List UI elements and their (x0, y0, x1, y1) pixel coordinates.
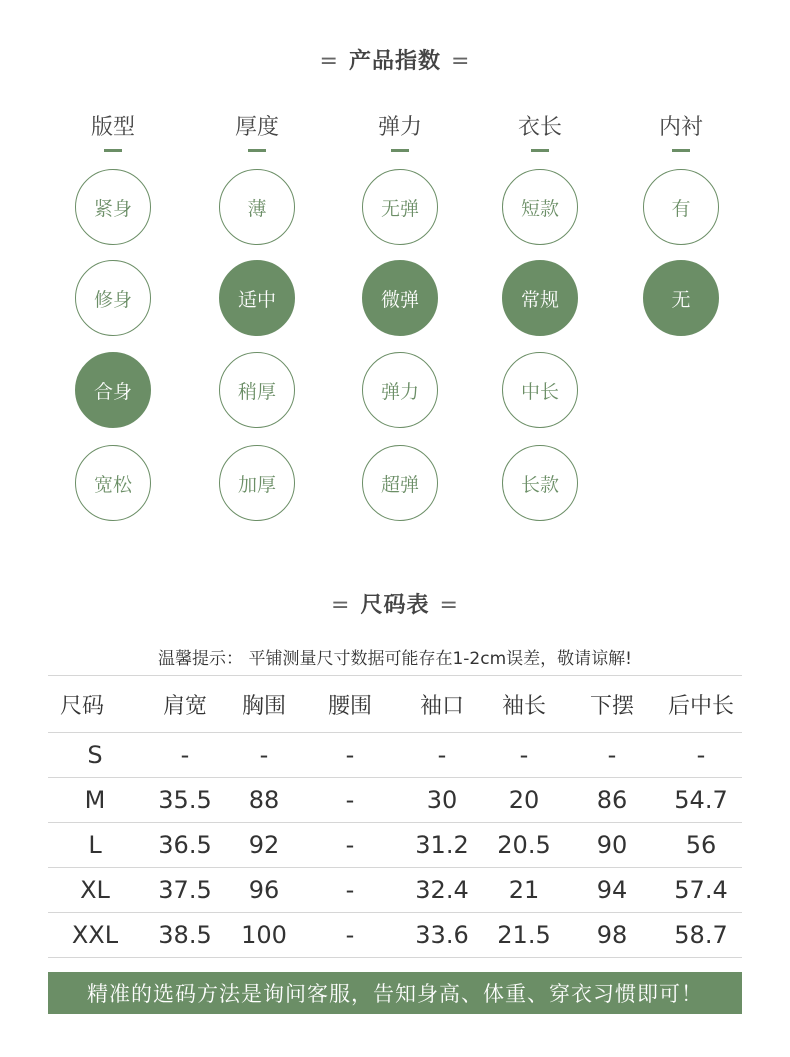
measurement-cell: - (300, 913, 400, 958)
size-table-column-header: 尺码 (48, 676, 142, 733)
size-label-cell: M (48, 778, 142, 823)
measurement-cell: 58.7 (660, 913, 742, 958)
measurement-cell: 98 (564, 913, 660, 958)
index-column-label: 厚度 (234, 115, 279, 140)
size-table-column-header: 袖长 (484, 676, 564, 733)
measurement-cell: 94 (564, 868, 660, 913)
measurement-cell: - (660, 733, 742, 778)
measurement-cell: - (400, 733, 484, 778)
measurement-cell: 20 (484, 778, 564, 823)
measurement-cell: - (300, 778, 400, 823)
index-column-header (340, 110, 460, 152)
index-option: 短款 (502, 169, 578, 245)
index-option: 加厚 (219, 445, 295, 521)
header-underline (104, 149, 122, 152)
size-advice-banner: 精准的选码方法是询问客服，告知身高、体重、穿衣习惯即可！ (48, 972, 742, 1014)
measurement-cell: - (564, 733, 660, 778)
index-option: 无 (643, 260, 719, 336)
table-row (48, 733, 742, 778)
measurement-cell: 86 (564, 778, 660, 823)
measurement-cell: 88 (228, 778, 300, 823)
measurement-cell: 20.5 (484, 823, 564, 868)
index-option: 薄 (219, 169, 295, 245)
index-column-header (480, 110, 600, 152)
measurement-cell: - (228, 733, 300, 778)
index-option: 合身 (75, 352, 151, 428)
measurement-cell: - (300, 823, 400, 868)
header-underline (531, 149, 549, 152)
index-option: 紧身 (75, 169, 151, 245)
measurement-cell: 38.5 (142, 913, 228, 958)
table-row (48, 868, 742, 913)
index-option: 中长 (502, 352, 578, 428)
measurement-cell: - (142, 733, 228, 778)
table-row (48, 778, 742, 823)
size-label-cell: XXL (48, 913, 142, 958)
size-chart-title: = 尺码表 = (331, 593, 459, 618)
measurement-cell: 57.4 (660, 868, 742, 913)
index-column-label: 版型 (90, 115, 135, 140)
index-option: 稍厚 (219, 352, 295, 428)
size-table-column-header: 袖口 (400, 676, 484, 733)
index-option: 无弹 (362, 169, 438, 245)
measurement-cell: 54.7 (660, 778, 742, 823)
measurement-cell: - (484, 733, 564, 778)
measurement-cell: 92 (228, 823, 300, 868)
index-option: 微弹 (362, 260, 438, 336)
index-column-header (197, 110, 317, 152)
measurement-cell: 33.6 (400, 913, 484, 958)
measurement-cell: 21.5 (484, 913, 564, 958)
index-option: 常规 (502, 260, 578, 336)
measurement-cell: 21 (484, 868, 564, 913)
size-label-cell: L (48, 823, 142, 868)
index-column-label: 弹力 (377, 115, 422, 140)
size-table-column-header: 后中长 (660, 676, 742, 733)
index-column-header (621, 110, 741, 152)
measurement-cell: 32.4 (400, 868, 484, 913)
measurement-cell: 56 (660, 823, 742, 868)
size-table-header (48, 676, 742, 733)
measurement-cell: 36.5 (142, 823, 228, 868)
index-option: 长款 (502, 445, 578, 521)
index-option: 宽松 (75, 445, 151, 521)
size-table-column-header: 腰围 (300, 676, 400, 733)
index-option: 弹力 (362, 352, 438, 428)
index-option: 超弹 (362, 445, 438, 521)
size-table (48, 675, 742, 958)
measurement-cell: 31.2 (400, 823, 484, 868)
index-column-header (53, 110, 173, 152)
index-option: 适中 (219, 260, 295, 336)
measurement-cell: 96 (228, 868, 300, 913)
header-underline (672, 149, 690, 152)
size-table-column-header: 肩宽 (142, 676, 228, 733)
index-option: 修身 (75, 260, 151, 336)
measurement-cell: 90 (564, 823, 660, 868)
measurement-cell: 30 (400, 778, 484, 823)
product-index-title: = 产品指数 = (319, 49, 471, 74)
size-label-cell: XL (48, 868, 142, 913)
table-row (48, 823, 742, 868)
index-option: 有 (643, 169, 719, 245)
index-column-label: 内衬 (658, 115, 703, 140)
size-table-column-header: 下摆 (564, 676, 660, 733)
measurement-cell: - (300, 868, 400, 913)
table-row (48, 913, 742, 958)
header-underline (391, 149, 409, 152)
measurement-cell: 37.5 (142, 868, 228, 913)
index-column-label: 衣长 (517, 115, 562, 140)
measurement-cell: - (300, 733, 400, 778)
header-underline (248, 149, 266, 152)
size-label-cell: S (48, 733, 142, 778)
measurement-cell: 35.5 (142, 778, 228, 823)
measurement-cell: 100 (228, 913, 300, 958)
size-table-column-header: 胸围 (228, 676, 300, 733)
measurement-tip: 温馨提示： 平铺测量尺寸数据可能存在1-2cm误差，敬请谅解! (158, 649, 632, 669)
